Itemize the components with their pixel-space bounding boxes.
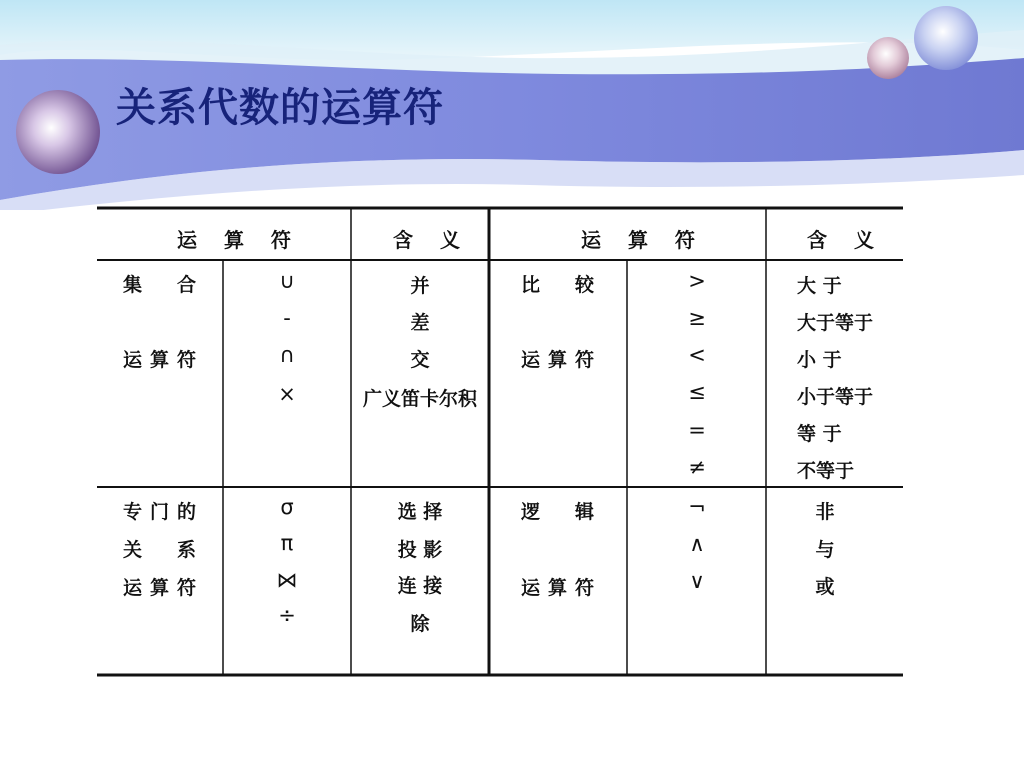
logical-op-meaning: 非 bbox=[815, 501, 835, 523]
set-ops-category-line1: 集 合 bbox=[123, 274, 205, 296]
relational-ops-category-line2: 关 系 bbox=[123, 539, 205, 561]
slide-title: 关系代数的运算符 bbox=[116, 85, 444, 131]
comparison-op-meaning: 小于等于 bbox=[797, 386, 874, 408]
comparison-op-meaning: 大于等于 bbox=[797, 312, 874, 334]
comparison-op-symbol: ≥ bbox=[688, 306, 706, 330]
comparison-ops-category-line1: 比 较 bbox=[521, 274, 603, 296]
logical-ops-category-line2: 运算符 bbox=[521, 577, 603, 599]
comparison-op-meaning: 等 于 bbox=[797, 423, 842, 445]
comparison-op-symbol: = bbox=[688, 418, 706, 442]
operator-table bbox=[95, 205, 905, 680]
logical-ops-category-line1: 逻 辑 bbox=[521, 501, 603, 523]
relational-op-symbol: π bbox=[280, 531, 294, 555]
set-op-symbol: ∪ bbox=[279, 269, 295, 293]
relational-op-meaning: 除 bbox=[410, 613, 430, 635]
logical-op-symbol: ∧ bbox=[689, 532, 705, 556]
comparison-op-meaning: 大 于 bbox=[797, 275, 842, 297]
header-operator-left: 运 算 符 bbox=[177, 228, 301, 252]
set-op-meaning: 交 bbox=[410, 349, 430, 371]
set-ops-category-line2: 运算符 bbox=[123, 349, 205, 371]
relational-op-meaning: 选 择 bbox=[397, 501, 443, 523]
comparison-op-symbol: ≤ bbox=[688, 380, 706, 404]
logical-op-symbol: ∨ bbox=[689, 569, 705, 593]
set-op-meaning: 并 bbox=[410, 275, 430, 297]
relational-op-symbol: ⋈ bbox=[276, 568, 298, 592]
header-operator-right: 运 算 符 bbox=[581, 228, 705, 252]
header-meaning-right: 含 义 bbox=[807, 228, 884, 252]
logical-op-meaning: 与 bbox=[815, 539, 835, 561]
comparison-op-meaning: 小 于 bbox=[797, 349, 842, 371]
relational-op-symbol: σ bbox=[280, 495, 294, 519]
comparison-op-meaning: 不等于 bbox=[797, 460, 855, 482]
relational-op-meaning: 投 影 bbox=[397, 539, 443, 561]
relational-ops-category-line1: 专门的 bbox=[123, 501, 205, 523]
set-op-symbol: ∩ bbox=[279, 343, 295, 367]
logical-op-meaning: 或 bbox=[815, 576, 835, 598]
header-meaning-left: 含 义 bbox=[393, 228, 470, 252]
relational-op-symbol: ÷ bbox=[278, 603, 296, 627]
comparison-op-symbol: < bbox=[688, 343, 706, 367]
set-op-symbol: × bbox=[278, 382, 296, 406]
relational-ops-category-line3: 运算符 bbox=[123, 577, 205, 599]
table-grid-lines bbox=[95, 205, 905, 680]
set-op-meaning: 差 bbox=[410, 312, 430, 334]
comparison-op-symbol: ≠ bbox=[688, 455, 706, 479]
comparison-ops-category-line2: 运算符 bbox=[521, 349, 603, 371]
logical-op-symbol: ¬ bbox=[688, 495, 706, 519]
relational-op-meaning: 连 接 bbox=[397, 575, 443, 597]
set-op-meaning: 广义笛卡尔积 bbox=[362, 388, 477, 410]
set-op-symbol: - bbox=[283, 306, 291, 330]
comparison-op-symbol: > bbox=[688, 269, 706, 293]
